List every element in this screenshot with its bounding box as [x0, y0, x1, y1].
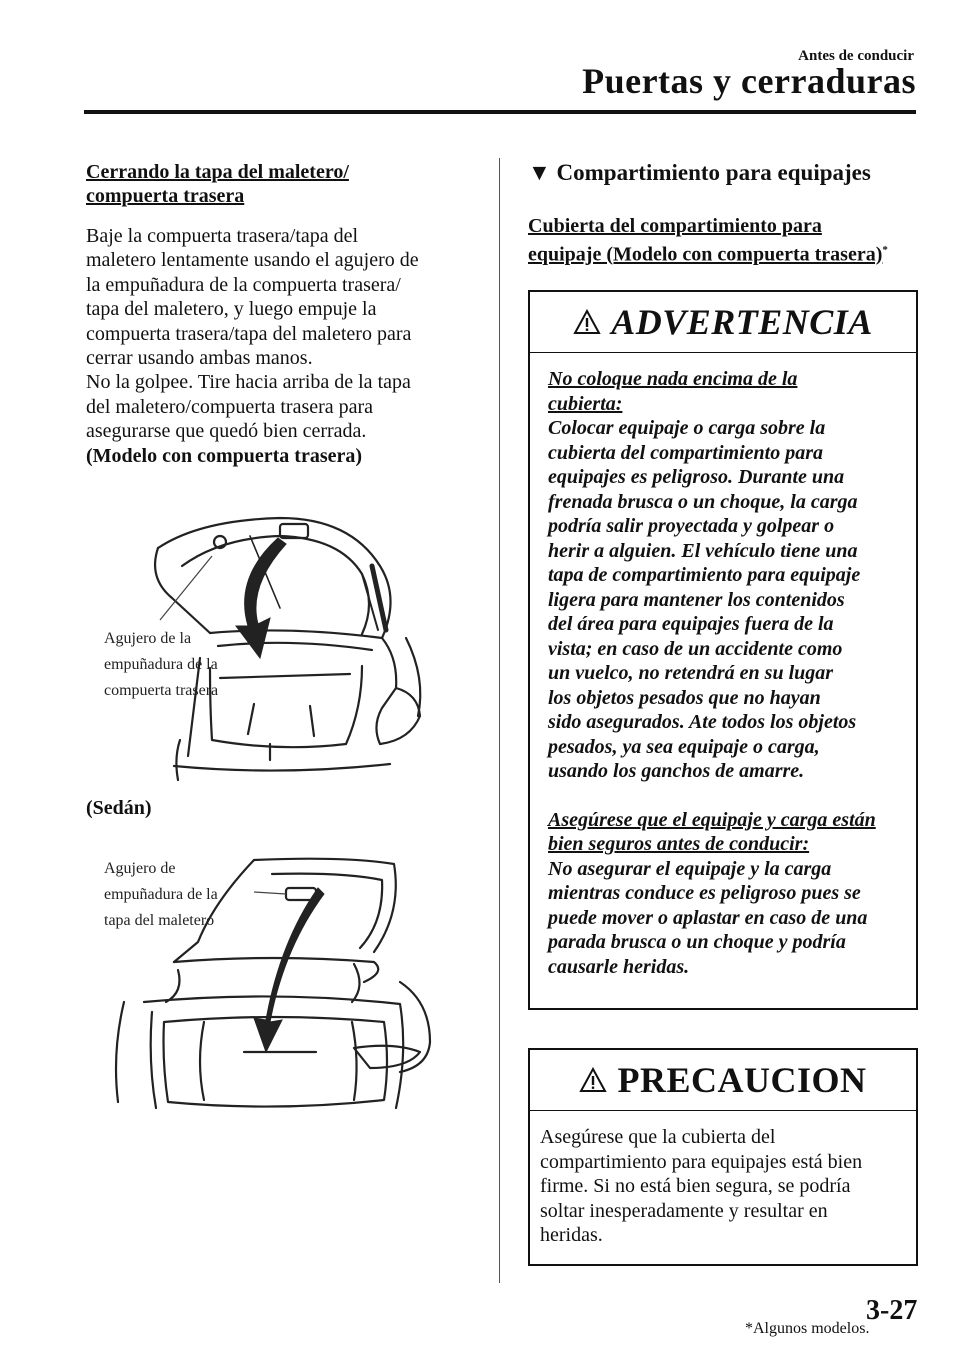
caution-line: firme. Si no está bien segura, se podría: [540, 1175, 851, 1197]
callout-line: empuñadura de la: [104, 886, 218, 903]
callout-line: Agujero de: [104, 860, 176, 877]
paragraph-gap: [548, 784, 906, 808]
warning-line: mientras conduce es peligroso pues se: [548, 882, 861, 904]
page-title: Puertas y cerraduras: [582, 61, 916, 101]
section-title: Compartimiento para equipajes: [556, 160, 871, 185]
warning-body: [530, 353, 916, 979]
caution-line: compartimiento para equipajes está bien: [540, 1150, 863, 1173]
warning-line: podría salir proyectada y golpear o: [548, 515, 835, 537]
luggage-cover-subheading: [528, 214, 928, 267]
caution-line: soltar inesperadamente y resultar en: [540, 1199, 828, 1222]
warning-line: frenada brusca o un choque, la carga: [548, 490, 858, 513]
model-sedan-label: (Sedán): [86, 797, 152, 819]
warning-line: los objetos pesados que no hayan: [548, 686, 821, 709]
paragraph-line: tapa del maletero, y luego empuje la: [86, 298, 377, 321]
warning-subheading: bien seguros antes de conducir:: [548, 833, 810, 855]
caution-line: Asegúrese que la cubierta del: [540, 1126, 776, 1148]
warning-box: [528, 290, 918, 1010]
caution-body: [530, 1111, 916, 1248]
callout-line: tapa del maletero: [104, 912, 215, 929]
callout-line: empuñadura de la: [104, 656, 218, 673]
paragraph-line: asegurarse que quedó bien cerrada.: [86, 420, 367, 443]
warning-line: vista; en caso de un accidente como: [548, 637, 843, 660]
paragraph-line: maletero lentamente usando el agujero de: [86, 249, 419, 272]
section-marker-icon: ▼: [528, 160, 551, 185]
warning-line: un vuelco, no retendrá en su lugar: [548, 662, 834, 684]
paragraph-line: cerrar usando ambas manos.: [86, 347, 313, 370]
paragraph-line: la empuñadura de la compuerta trasera/: [86, 273, 401, 296]
callout-line: compuerta trasera: [104, 682, 219, 699]
warning-line: No asegurar el equipaje y la carga: [548, 857, 832, 880]
warning-subheading: Asegúrese que el equipaje y carga están: [548, 808, 876, 831]
trunk-handle-callout: [104, 856, 254, 934]
section-heading: [528, 160, 871, 186]
warning-line: cubierta del compartimiento para: [548, 441, 823, 464]
footnote-asterisk: *: [882, 244, 888, 256]
paragraph-line: No la golpee. Tire hacia arriba de la tapa: [86, 371, 411, 394]
warning-line: usando los ganchos de amarre.: [548, 760, 805, 782]
warning-line: puede mover o aplastar en caso de una: [548, 906, 868, 929]
caution-line: heridas.: [540, 1224, 603, 1246]
warning-line: pesados, ya sea equipaje o carga,: [548, 735, 820, 758]
paragraph-line: compuerta trasera/tapa del maletero para: [86, 322, 412, 345]
caution-title: PRECAUCION: [617, 1060, 867, 1100]
warning-subheading: No coloque nada encima de la: [548, 368, 798, 390]
model-hatchback-label: (Modelo con compuerta trasera): [86, 444, 363, 467]
header-rule: [84, 110, 916, 114]
caution-header: [530, 1050, 916, 1111]
paragraph-line: Baje la compuerta trasera/tapa del: [86, 225, 359, 247]
warning-line: parada brusca o un choque y podría: [548, 931, 846, 953]
left-heading-line: compuerta trasera: [86, 185, 245, 207]
warning-line: del área para equipajes fuera de la: [548, 613, 834, 635]
page-number: 3-27: [866, 1295, 918, 1326]
liftgate-handle-callout: [104, 626, 254, 704]
subheading-line: [528, 238, 928, 267]
warning-header: [530, 292, 916, 353]
paragraph-line: del maletero/compuerta trasera para: [86, 395, 374, 418]
left-heading: [86, 160, 466, 208]
header-section-label: Antes de conducir: [798, 48, 914, 64]
warning-line: herir a alguien. El vehículo tiene una: [548, 539, 858, 562]
caution-triangle-icon: [579, 1067, 607, 1093]
warning-line: causarle heridas.: [548, 955, 690, 978]
warning-line: ligera para mantener los contenidos: [548, 588, 845, 611]
left-heading-line: Cerrando la tapa del maletero/: [86, 161, 349, 183]
footnote: *Algunos modelos.: [745, 1320, 870, 1337]
caution-box: [528, 1048, 918, 1266]
warning-subheading: cubierta:: [548, 392, 623, 415]
warning-title: ADVERTENCIA: [611, 302, 873, 342]
left-paragraph: [86, 224, 466, 468]
subheading-line: Cubierta del compartimiento para: [528, 215, 822, 237]
warning-triangle-icon: [573, 309, 601, 335]
warning-line: tapa de compartimiento para equipaje: [548, 564, 861, 586]
subheading-text: equipaje (Modelo con compuerta trasera): [528, 243, 883, 266]
warning-line: sido asegurados. Ate todos los objetos: [548, 711, 857, 733]
warning-line: Colocar equipaje o carga sobre la: [548, 417, 826, 439]
column-divider: [499, 158, 500, 1283]
warning-line: equipajes es peligroso. Durante una: [548, 466, 845, 488]
callout-line: Agujero de la: [104, 630, 192, 647]
